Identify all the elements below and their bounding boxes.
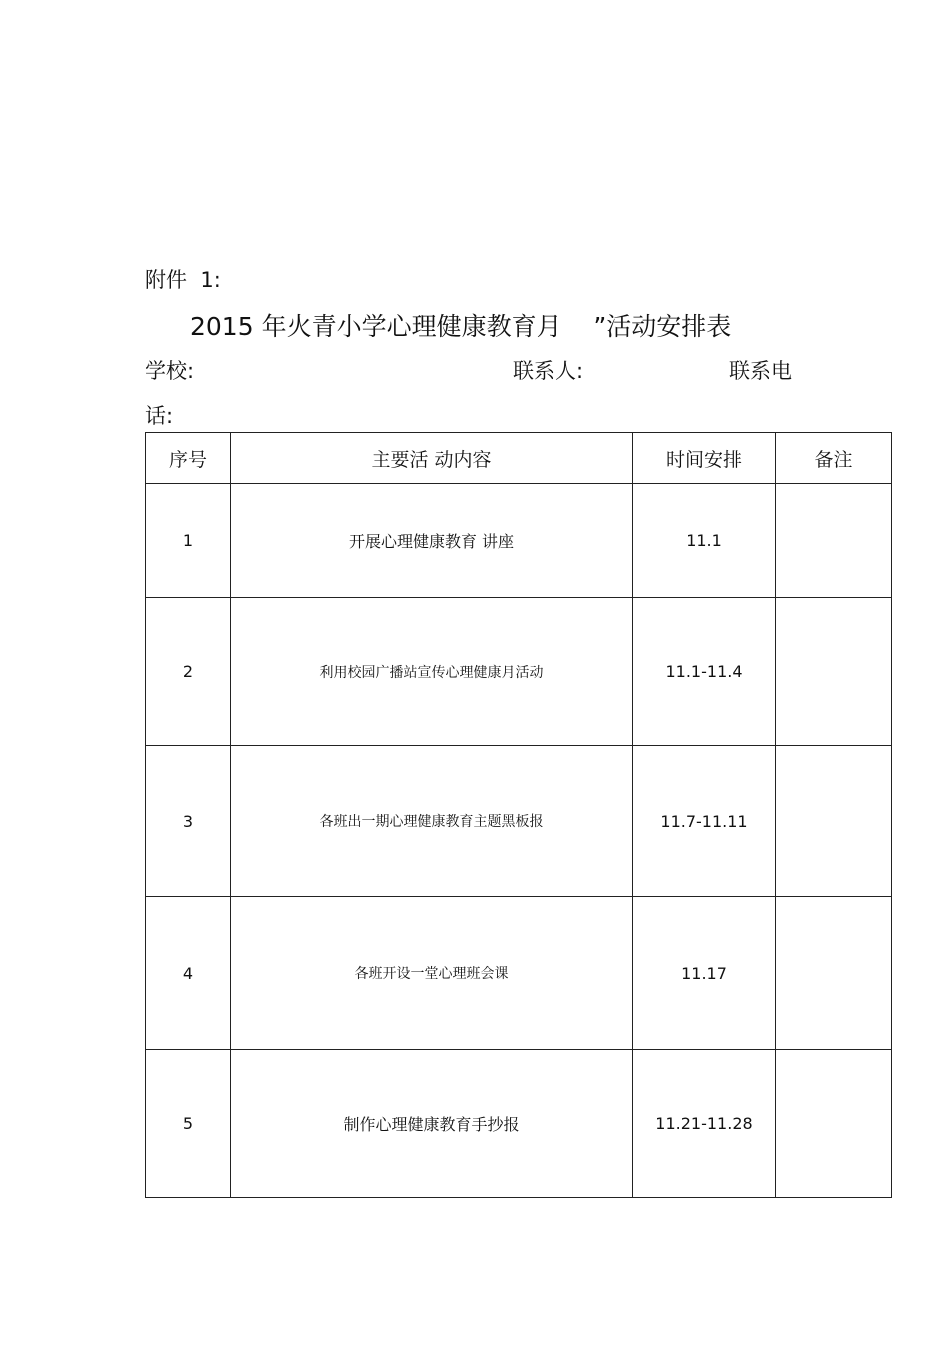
row-note [776, 1050, 892, 1198]
column-header-number: 序号 [146, 433, 231, 484]
column-header-note: 备注 [776, 433, 892, 484]
table-row [146, 1050, 892, 1198]
contact-phone-label-continued: 话: [145, 404, 174, 428]
row-content: 制作心理健康教育手抄报 [231, 1050, 633, 1198]
row-number: 1 [146, 484, 231, 598]
page-title: 2015 年火青小学心理健康教育月 ”活动安排表 [190, 312, 732, 341]
column-header-content: 主要活 动内容 [231, 433, 633, 484]
row-note [776, 746, 892, 897]
row-content: 利用校园广播站宣传心理健康月活动 [231, 598, 633, 746]
table-row [146, 897, 892, 1050]
row-time: 11.7-11.11 [633, 746, 776, 897]
contact-phone-label: 联系电 [729, 359, 792, 383]
table-row [146, 598, 892, 746]
row-note [776, 484, 892, 598]
row-time: 11.21-11.28 [633, 1050, 776, 1198]
row-note [776, 598, 892, 746]
table-row [146, 484, 892, 598]
row-time: 11.1 [633, 484, 776, 598]
row-number: 3 [146, 746, 231, 897]
contact-person-label: 联系人: [513, 359, 584, 383]
row-number: 4 [146, 897, 231, 1050]
row-time: 11.17 [633, 897, 776, 1050]
column-header-time: 时间安排 [633, 433, 776, 484]
row-note [776, 897, 892, 1050]
activity-schedule-table [145, 432, 892, 1198]
attachment-label: 附件 1: [145, 268, 221, 292]
row-number: 2 [146, 598, 231, 746]
school-label: 学校: [145, 359, 195, 383]
row-content: 开展心理健康教育 讲座 [231, 484, 633, 598]
row-time: 11.1-11.4 [633, 598, 776, 746]
row-content: 各班开设一堂心理班会课 [231, 897, 633, 1050]
row-number: 5 [146, 1050, 231, 1198]
row-content: 各班出一期心理健康教育主题黑板报 [231, 746, 633, 897]
table-row [146, 746, 892, 897]
table-header-row [146, 433, 892, 484]
